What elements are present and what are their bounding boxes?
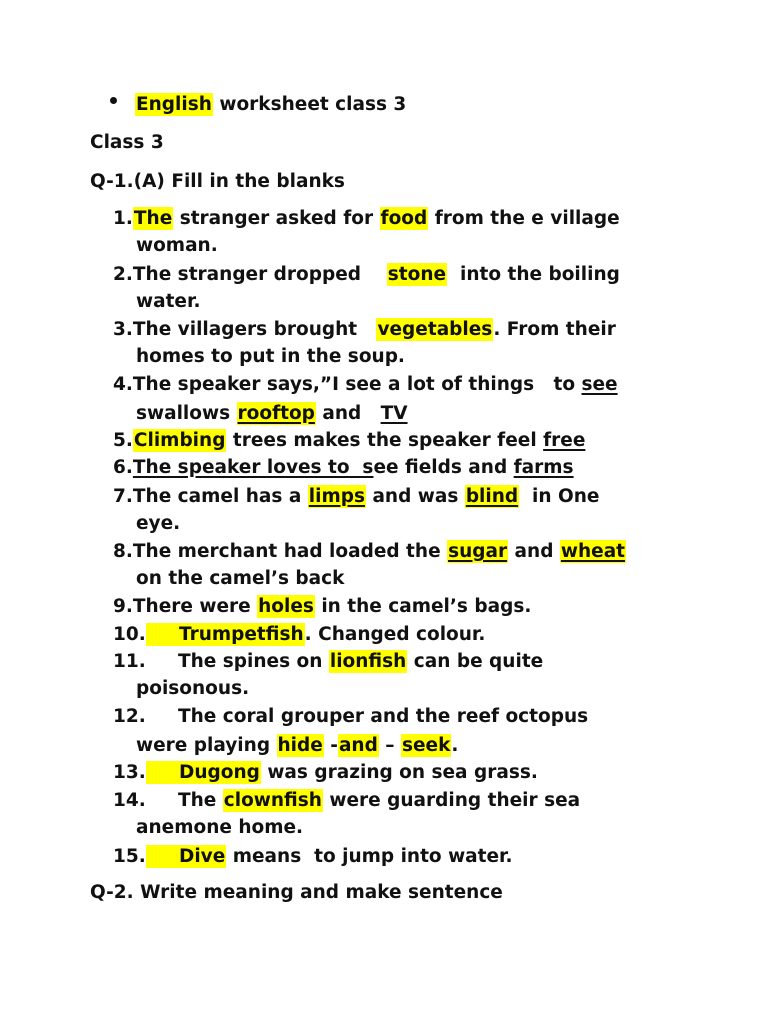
highlight-answer: Climbing (133, 430, 226, 451)
item-text: can be quite (407, 651, 544, 672)
highlight-answer: and (338, 735, 378, 756)
underlined-answer: see (581, 374, 618, 395)
item-text: The spines on (145, 651, 329, 672)
highlight-answer: seek (402, 735, 451, 756)
list-item-8 (113, 540, 626, 563)
item-number: 4. (113, 374, 133, 395)
item-number: 13. (113, 762, 146, 783)
item-text: – (378, 735, 401, 756)
item-number: 1. (113, 208, 133, 229)
item-text: There were (132, 596, 258, 617)
item-text: ee fields and (373, 457, 514, 478)
bullet-dot-icon (110, 97, 117, 104)
class-heading: Class 3 (90, 132, 164, 153)
highlight-answer: Dive (146, 846, 226, 867)
highlight-answer: stone (387, 264, 447, 285)
list-item-7-cont: eye. (136, 513, 181, 534)
underlined-text: The speaker loves to s (132, 457, 374, 478)
item-text: in the camel’s bags. (314, 596, 532, 617)
list-item-4-cont (136, 402, 408, 425)
highlight-english: English (136, 94, 212, 115)
item-text: The stranger dropped (132, 264, 387, 285)
highlight-answer: The (133, 208, 173, 229)
item-text: were playing (136, 735, 277, 756)
highlight-answer: vegetables (377, 319, 493, 340)
list-item-15 (113, 845, 513, 868)
item-text: The camel has a (132, 486, 308, 507)
item-text: from the e village (428, 208, 620, 229)
item-text: . From their (493, 319, 616, 340)
highlight-answer: clownfish (223, 790, 322, 811)
item-text: swallows (136, 403, 237, 424)
list-item-2 (113, 263, 620, 286)
highlight-answer: lionfish (329, 651, 407, 672)
list-item-9 (113, 595, 531, 618)
item-text: into the boiling (447, 264, 620, 285)
list-item-11 (113, 650, 543, 673)
item-number: 11. (113, 651, 146, 672)
item-number: 12. (113, 706, 146, 727)
list-item-1-cont: woman. (136, 235, 218, 256)
q2-title: Q-2. Write meaning and make sentence (90, 882, 503, 903)
highlight-answer: sugar (448, 541, 508, 562)
highlight-answer: limps (308, 486, 365, 507)
item-number: 8. (113, 541, 133, 562)
list-item-3 (113, 318, 616, 341)
underlined-answer: farms (513, 457, 574, 478)
underlined-answer: TV (380, 403, 408, 424)
item-text: was grazing on sea grass. (260, 762, 538, 783)
item-number: 5. (113, 430, 133, 451)
list-item-11-cont: poisonous. (136, 678, 250, 699)
highlight-answer: Dugong (146, 762, 260, 783)
list-item-4 (113, 374, 618, 396)
item-text: . (451, 735, 459, 756)
item-text: and (315, 403, 381, 424)
item-text: The speaker says,”I see a lot of things to (132, 374, 582, 395)
highlight-answer: Trumpetfish (146, 624, 304, 645)
highlight-answer: wheat (560, 541, 626, 562)
item-text: were guarding their sea (322, 790, 581, 811)
list-item-10 (113, 623, 485, 646)
item-text: means to jump into water. (226, 846, 513, 867)
item-number: 14. (113, 790, 146, 811)
item-text: and (508, 541, 560, 562)
list-item-6 (113, 457, 574, 479)
highlight-answer: food (380, 208, 428, 229)
list-item-12 (113, 706, 588, 728)
list-item-12-cont (136, 734, 458, 757)
list-item-14 (113, 789, 580, 812)
list-item-13 (113, 761, 538, 784)
item-number: 7. (113, 486, 133, 507)
item-text: - (323, 735, 338, 756)
item-text: The coral grouper and the reef octopus (145, 706, 589, 727)
item-number: 6. (113, 457, 133, 478)
list-item-8-cont: on the camel’s back (136, 568, 345, 589)
q1-title: Q-1.(A) Fill in the blanks (90, 171, 345, 192)
item-number: 3. (113, 319, 133, 340)
item-text: trees makes the speaker feel (226, 430, 544, 451)
list-item-7 (113, 485, 599, 508)
highlight-answer: holes (258, 596, 314, 617)
item-text: The (145, 790, 223, 811)
item-number: 2. (113, 264, 133, 285)
list-item-5 (113, 429, 585, 452)
item-number: 15. (113, 846, 146, 867)
item-text: The villagers brought (132, 319, 377, 340)
highlight-answer: rooftop (237, 403, 315, 424)
highlight-answer: blind (465, 486, 519, 507)
title-rest: worksheet class 3 (212, 94, 407, 115)
list-item-14-cont: anemone home. (136, 817, 304, 838)
list-item-3-cont: homes to put in the soup. (136, 346, 405, 367)
item-text: . Changed colour. (304, 624, 486, 645)
item-number: 10. (113, 624, 146, 645)
item-number: 9. (113, 596, 133, 617)
worksheet-title (135, 93, 406, 116)
list-item-1 (113, 207, 620, 230)
item-text: stranger asked for (173, 208, 380, 229)
underlined-answer: free (543, 430, 586, 451)
item-text: and was (366, 486, 465, 507)
highlight-answer: hide (277, 735, 323, 756)
item-text: The merchant had loaded the (132, 541, 448, 562)
list-item-2-cont: water. (136, 291, 201, 312)
item-text: in One (519, 486, 600, 507)
